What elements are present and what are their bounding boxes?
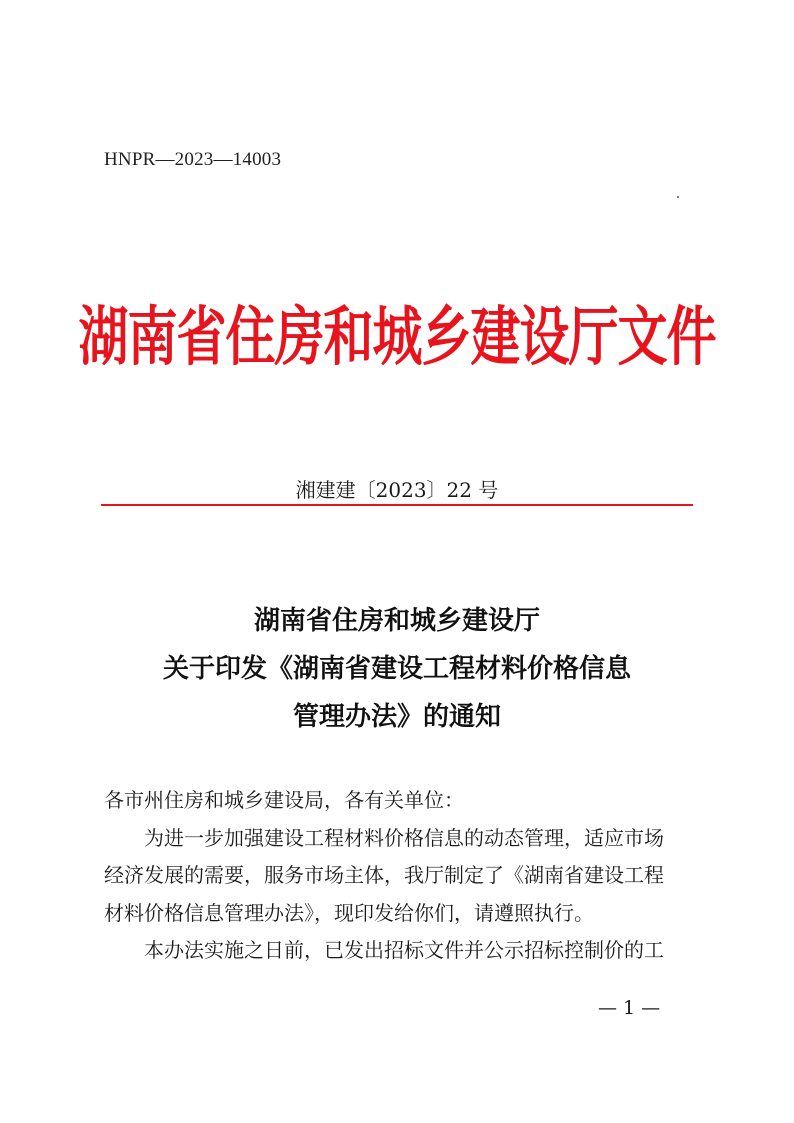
paragraph-1-line-1: 为进一步加强建设工程材料价格信息的动态管理，适应市场 (144, 825, 664, 850)
red-divider-line (101, 504, 693, 506)
salutation: 各市州住房和城乡建设局，各有关单位： (104, 788, 464, 812)
title-line-1: 湖南省住房和城乡建设厅 (253, 606, 540, 636)
issuer-banner-title: 湖南省住房和城乡建设厅文件 (78, 300, 716, 375)
notice-body (104, 782, 694, 970)
title-line-2: 关于印发《湖南省建设工程材料价格信息 (162, 654, 631, 684)
page-number: — 1 — (598, 997, 661, 1019)
title-line-3: 管理办法》的通知 (292, 702, 501, 732)
document-number: 湘建建〔2023〕22 号 (295, 478, 499, 502)
paragraph-2-line-1: 本办法实施之日前，已发出招标文件并公示招标控制价的工 (144, 938, 664, 962)
document-code: HNPR—2023—14003 (104, 149, 282, 170)
notice-title (0, 597, 794, 741)
paragraph-1-line-2: 经济发展的需要，服务市场主体，我厅制定了《湖南省建设工程 (104, 863, 664, 887)
dot-mark (677, 196, 679, 198)
paragraph-1-line-3: 材料价格信息管理办法》，现印发给你们，请遵照执行。 (104, 900, 594, 925)
